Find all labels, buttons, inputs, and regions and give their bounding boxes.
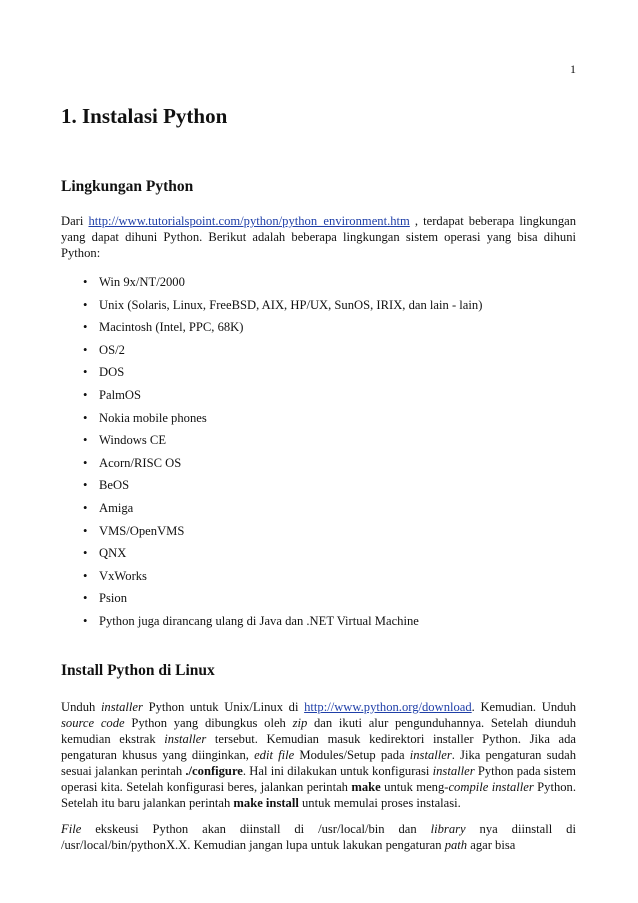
section-heading-install-linux: Install Python di Linux [61,662,215,679]
list-item: • Win 9x/NT/2000 [61,274,482,297]
list-item: • Macintosh (Intel, PPC, 68K) [61,319,482,342]
page-number: 1 [570,62,576,76]
list-item: • BeOS [61,477,482,500]
tutorialspoint-link[interactable]: http://www.tutorialspoint.com/python/python_environment.htm [88,214,410,228]
python-download-link[interactable]: http://www.python.org/download [304,700,472,714]
list-item: • Python juga dirancang ulang di Java dan .NET Virtual Machine [61,613,482,636]
install-path-paragraph: File ekskeusi Python akan diinstall di /usr/local/bin dan library nya diinstall di /usr/local/bin/pythonX.X. Kemudian jangan lupa untuk lakukan pengaturan path agar bisa [61,822,576,852]
list-item: • OS/2 [61,342,482,365]
environment-intro-paragraph: Dari http://www.tutorialspoint.com/python/python_environment.htm , terdapat beberapa lingkungan yang dapat dihuni Python. Berikut adalah beberapa lingkungan sistem operasi yang bisa dihuni Python: [61,214,576,260]
os-list [61,274,482,636]
list-item: • Amiga [61,500,482,523]
list-item: • PalmOS [61,387,482,410]
list-item: • Nokia mobile phones [61,410,482,433]
page-title: 1. Instalasi Python [61,104,228,128]
list-item: • Windows CE [61,432,482,455]
install-paragraph: Unduh installer Python untuk Unix/Linux di http://www.python.org/download. Kemudian. Unduh source code Python yang dibungkus oleh zip dan ikuti alur pengunduhannya. Setelah diunduh kemudian ekstrak installer tersebut. Kemudian masuk kedirektori installer Python. Jika ada pengaturan khusus yang diinginkan, edit file Modules/Setup pada installer. Jika pengaturan sudah sesuai jalankan perintah ./configure. Hal ini dilakukan untuk konfigurasi installer Python pada sistem operasi kita. Setelah konfigurasi beres, jalankan perintah make untuk meng-compile installer Python. Setelah itu baru jalankan perintah make install untuk memulai proses instalasi. [61,700,577,810]
list-item: • QNX [61,545,482,568]
list-item: • VxWorks [61,568,482,591]
list-item: • DOS [61,364,482,387]
section-heading-environment: Lingkungan Python [61,178,194,195]
list-item: • VMS/OpenVMS [61,523,482,546]
list-item: • Unix (Solaris, Linux, FreeBSD, AIX, HP/UX, SunOS, IRIX, dan lain - lain) [61,297,482,320]
list-item: • Psion [61,590,482,613]
list-item: • Acorn/RISC OS [61,455,482,478]
